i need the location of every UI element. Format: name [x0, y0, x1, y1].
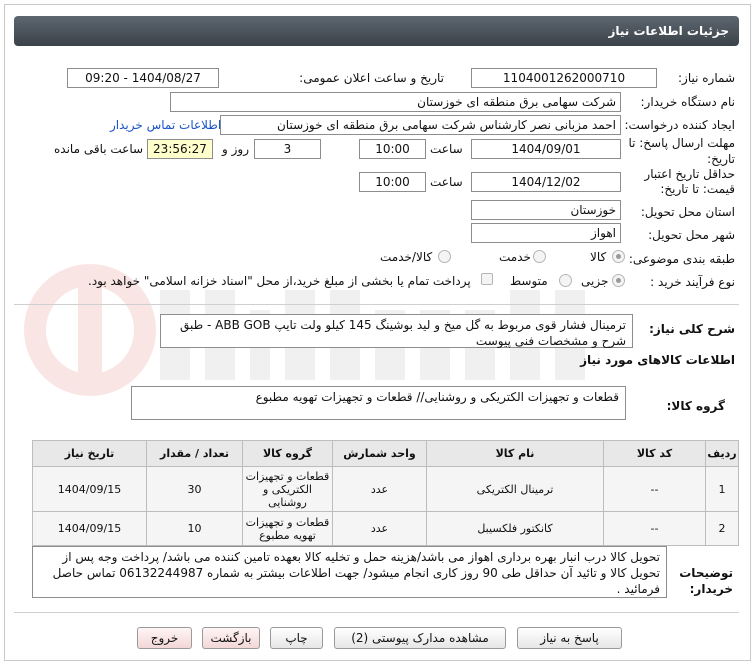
cell-name: کانکتور فلکسیبل — [427, 512, 604, 546]
cell-qty: 10 — [147, 512, 243, 546]
days-label: روز و — [222, 142, 249, 156]
back-button[interactable]: بازگشت — [202, 627, 260, 649]
table-row[interactable] — [33, 512, 739, 546]
countdown-field: 23:56:27 — [147, 139, 213, 159]
cell-code: -- — [604, 467, 706, 512]
deadline-time-field[interactable]: 10:00 — [359, 139, 426, 159]
col-header-code: کد کالا — [604, 441, 706, 467]
table-row[interactable] — [33, 467, 739, 512]
exit-button[interactable]: خروج — [137, 627, 192, 649]
process-label: نوع فرآیند خرید : — [650, 275, 735, 289]
deadline-label: مهلت ارسال پاسخ: تا — [628, 136, 735, 150]
category-radio-both[interactable] — [438, 250, 451, 263]
print-button[interactable]: چاپ — [270, 627, 323, 649]
cell-code: -- — [604, 512, 706, 546]
goods-info-title: اطلاعات کالاهای مورد نیاز — [580, 353, 735, 367]
validity-time-field[interactable]: 10:00 — [359, 172, 426, 192]
cell-row: 2 — [706, 512, 739, 546]
page-title: جزئیات اطلاعات نیاز — [608, 24, 729, 38]
announce-date-label: تاریخ و ساعت اعلان عمومی: — [299, 71, 444, 85]
buyer-notes-label-2: خریدار: — [689, 582, 733, 596]
cell-date: 1404/09/15 — [33, 512, 147, 546]
process-option-minor: جزیی — [581, 274, 609, 288]
deadline-date-field[interactable]: 1404/09/01 — [471, 139, 621, 159]
col-header-date: تاریخ نیاز — [33, 441, 147, 467]
reply-button[interactable]: پاسخ به نیاز — [517, 627, 622, 649]
table-header-row — [33, 441, 739, 467]
requester-field[interactable]: احمد مزبانی نصر کارشناس شرکت سهامی برق منطقه ای خوزستان — [220, 115, 621, 135]
remaining-label: ساعت باقی مانده — [54, 142, 144, 156]
treasury-checkbox[interactable] — [481, 273, 493, 285]
summary-label: شرح کلی نیاز: — [649, 322, 735, 336]
process-radio-medium[interactable] — [559, 274, 572, 287]
treasury-note: پرداخت تمام یا بخشی از مبلغ خرید،از محل "اسناد خزانه اسلامی" خواهد بود. — [88, 274, 471, 288]
col-header-unit: واحد شمارش — [333, 441, 427, 467]
process-option-medium: متوسط — [510, 274, 548, 288]
category-label: طبقه بندی موضوعی: — [628, 252, 735, 266]
need-number-label: شماره نیاز: — [678, 71, 735, 85]
category-radio-service[interactable] — [533, 250, 546, 263]
province-field[interactable]: خوزستان — [471, 200, 621, 220]
cell-date: 1404/09/15 — [33, 467, 147, 512]
page-header — [14, 16, 739, 46]
col-header-row: ردیف — [706, 441, 739, 467]
cell-name: ترمینال الکتریکی — [427, 467, 604, 512]
category-option-goods: کالا — [590, 250, 607, 264]
announce-date-field[interactable]: 1404/08/27 - 09:20 — [67, 68, 219, 88]
footer-divider — [14, 612, 739, 613]
cell-row: 1 — [706, 467, 739, 512]
requester-label: ایجاد کننده درخواست: — [624, 118, 735, 132]
buyer-notes-text: تحویل کالا درب انبار بهره برداری اهواز می باشد/هزینه حمل و تخلیه کالا بعهده تامین کننده می باشد/ پرداخت وجه پس از تحویل کالا و تائید آن حداقل طی 90 روز کاری انجام میشود/ جهت اطلاعات بیشتر به شماره 06132244987 تماس حاصل فرمائید . — [32, 546, 667, 598]
attachments-button[interactable]: مشاهده مدارک پیوستی (2) — [334, 627, 506, 649]
validity-date-field[interactable]: 1404/12/02 — [471, 172, 621, 192]
col-header-group: گروه کالا — [243, 441, 333, 467]
buyer-org-label: نام دستگاه خریدار: — [640, 95, 735, 109]
validity-label: حداقل تاریخ اعتبار — [644, 167, 735, 181]
validity-label-date: قیمت: تا تاریخ: — [660, 182, 735, 196]
deadline-label-date: تاریخ: — [707, 152, 735, 166]
col-header-name: نام کالا — [427, 441, 604, 467]
col-header-qty: تعداد / مقدار — [147, 441, 243, 467]
goods-table — [32, 440, 739, 546]
category-option-service: خدمت — [499, 250, 531, 264]
cell-unit: عدد — [333, 467, 427, 512]
cell-group: قطعات و تجهیزات الکتریکی و روشنایی — [243, 467, 333, 512]
category-radio-goods[interactable] — [612, 250, 625, 263]
category-option-both: کالا/خدمت — [380, 250, 433, 264]
city-label: شهر محل تحویل: — [648, 228, 735, 242]
cell-group: قطعات و تجهیزات تهویه مطبوع — [243, 512, 333, 546]
city-field[interactable]: اهواز — [471, 223, 621, 243]
goods-group-label: گروه کالا: — [666, 399, 725, 413]
province-label: استان محل تحویل: — [640, 205, 735, 219]
validity-time-label: ساعت — [430, 175, 463, 189]
goods-group-text: قطعات و تجهیزات الکتریکی و روشنایی// قطعات و تجهیزات تهویه مطبوع — [131, 386, 626, 420]
cell-unit: عدد — [333, 512, 427, 546]
buyer-org-field[interactable]: شرکت سهامی برق منطقه ای خوزستان — [170, 92, 621, 112]
days-remaining-field[interactable]: 3 — [254, 139, 321, 159]
buyer-contact-link[interactable]: اطلاعات تماس خریدار — [110, 118, 222, 132]
deadline-time-label: ساعت — [430, 142, 463, 156]
cell-qty: 30 — [147, 467, 243, 512]
buyer-notes-label: توضیحات — [679, 566, 733, 580]
need-number-field[interactable]: 1104001262000710 — [471, 68, 657, 88]
section-divider — [14, 304, 739, 305]
process-radio-minor[interactable] — [612, 274, 625, 287]
summary-text: ترمینال فشار قوی مربوط به گل میخ و لید بوشینگ 145 کیلو ولت تایپ ABB GOB - طبق شرح و مشخصات فنی پیوست — [160, 314, 633, 348]
